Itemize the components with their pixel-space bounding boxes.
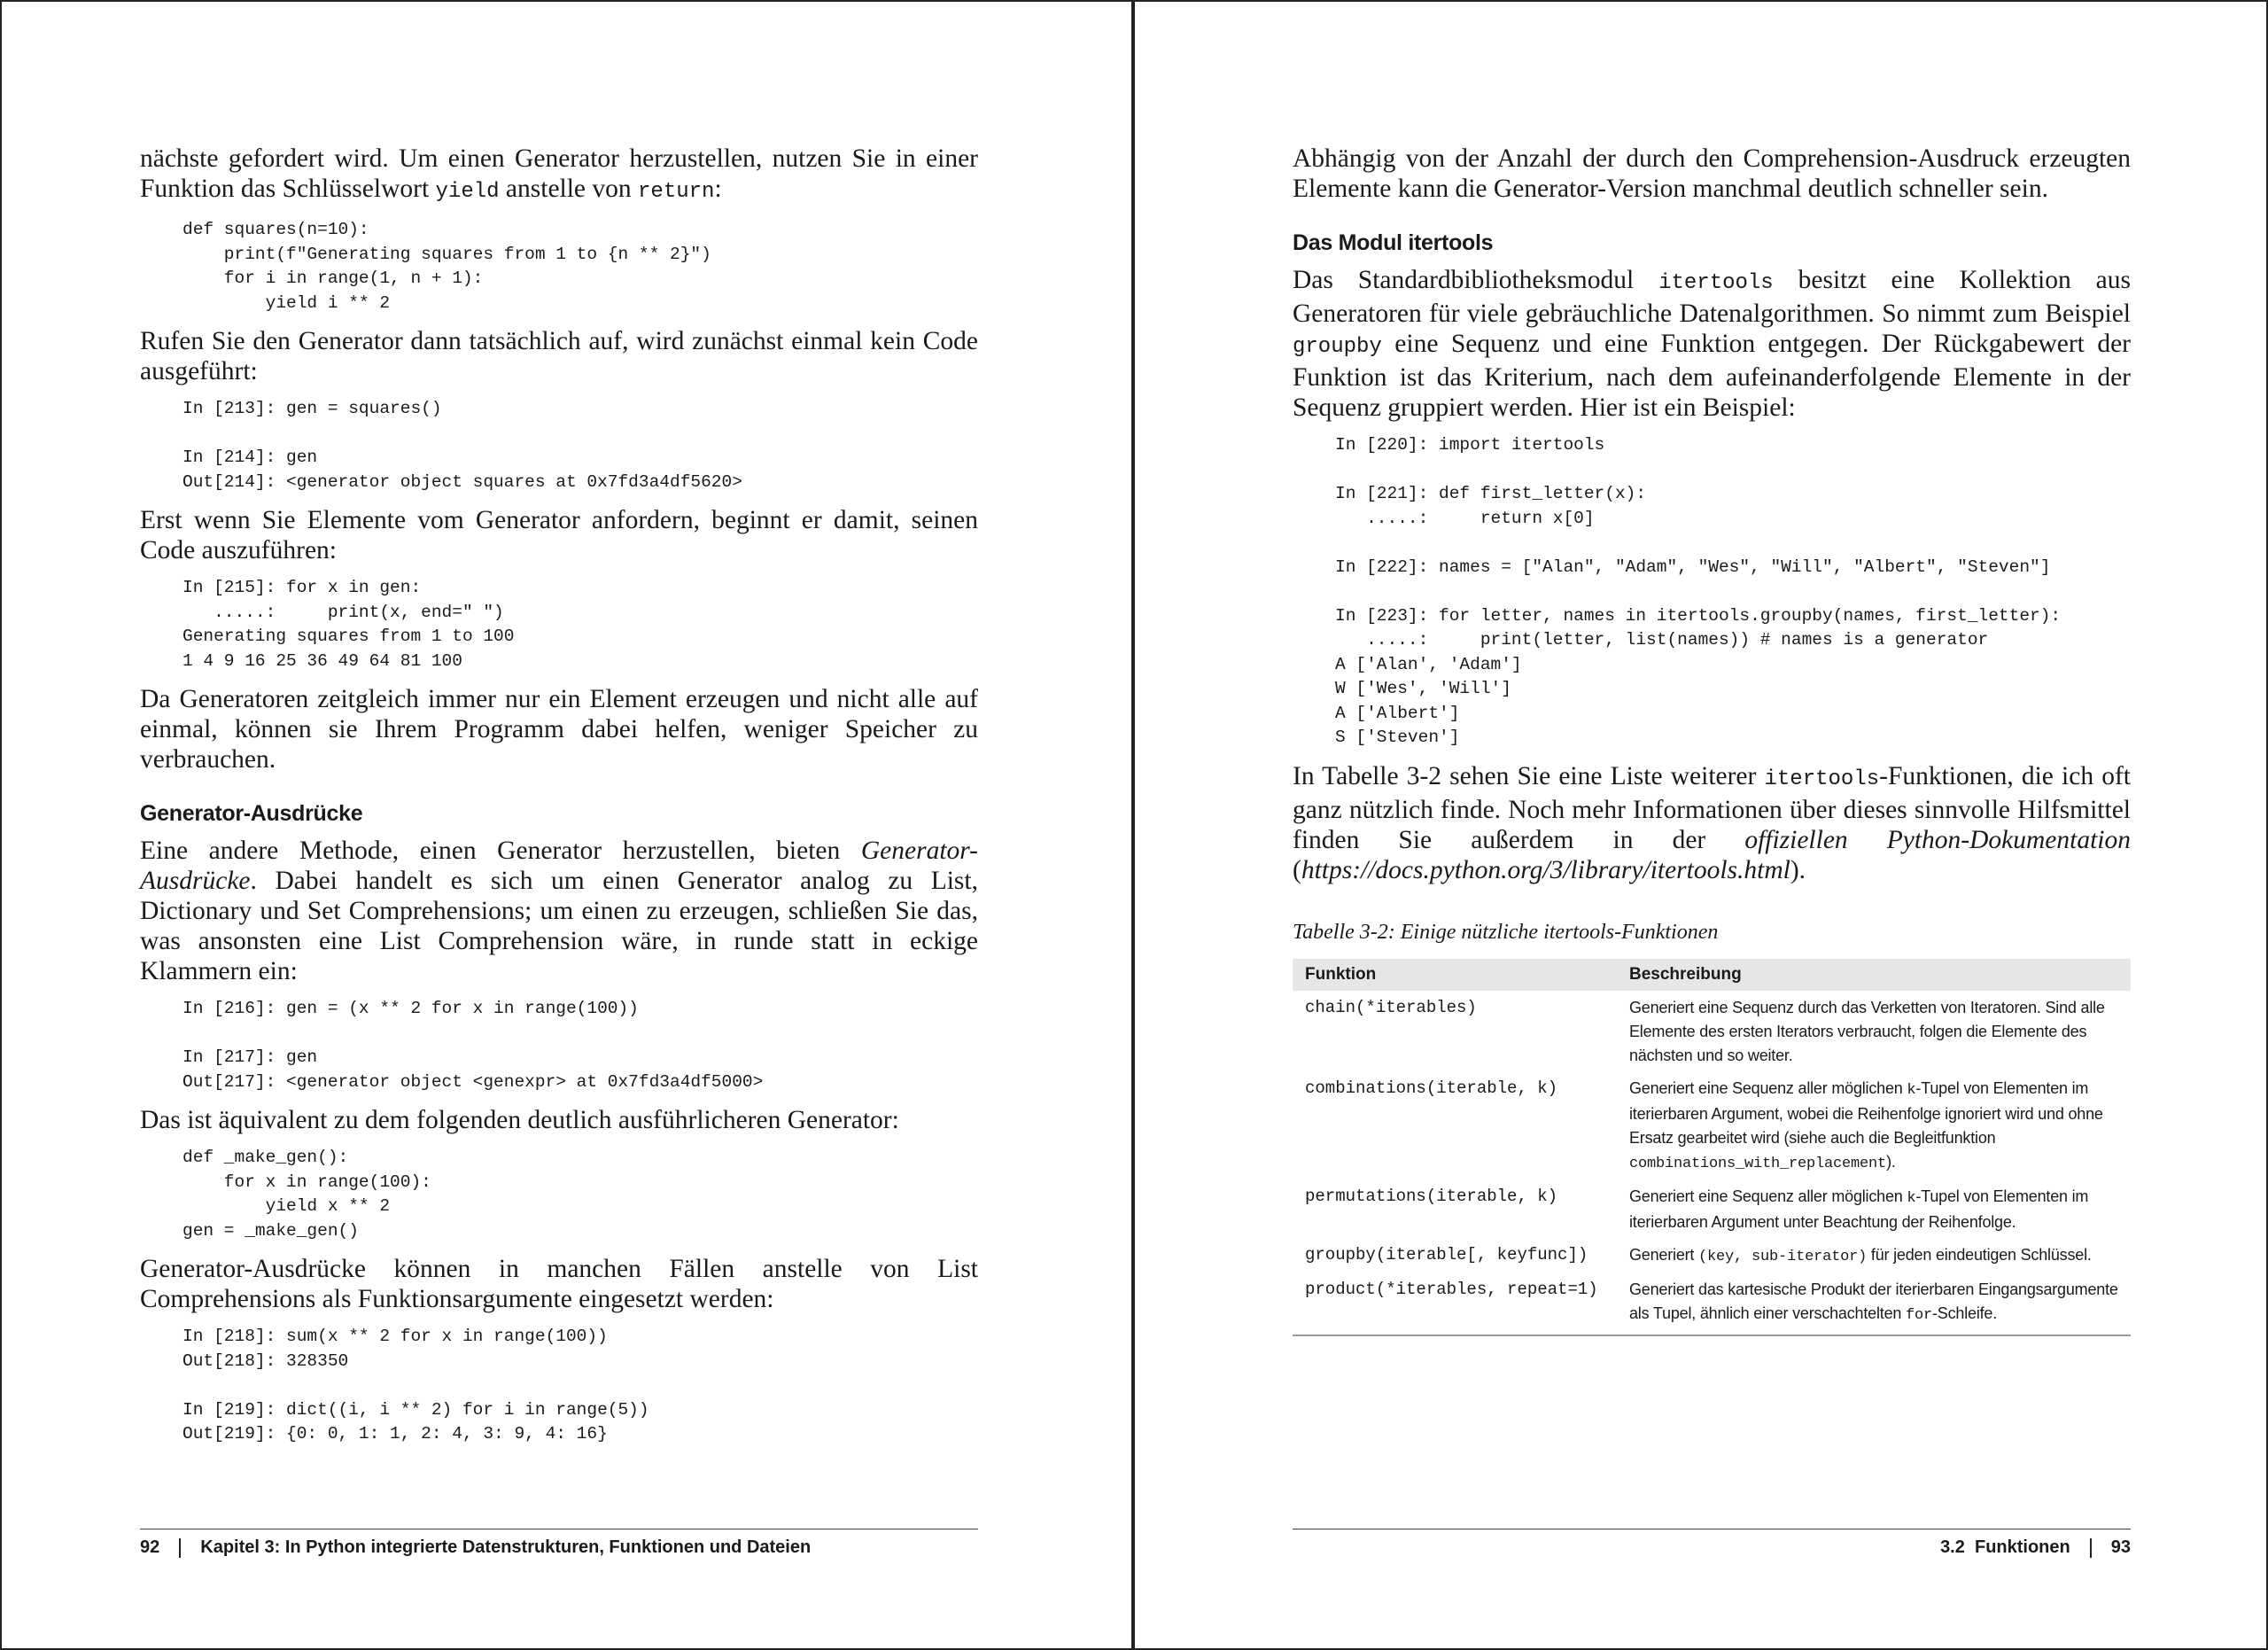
text: In Tabelle 3-2 sehen Sie eine Liste weiterer [1293, 761, 1765, 790]
page-footer [140, 1537, 978, 1558]
code-block: In [220]: import itertools In [221]: def first_letter(x): .....: return x[0] In [222]: names = ["Alan", "Adam", "Wes", "Will", "Albert", "Steven"] In [223]: for letter, names in itertools.groupby(names, first_letter): .....: print(letter, list(names)) # names is a generator A ['Alan', 'Adam'] W ['Wes', 'Will'] A ['Albert'] S ['Steven'] [1335, 435, 2062, 747]
code-block: def _make_gen(): for x in range(100): yield x ** 2 gen = _make_gen() [183, 1148, 431, 1241]
text: Eine andere Methode, einen Generator herzustellen, bieten [140, 837, 861, 865]
inline-code: itertools [1658, 271, 1774, 295]
text: -Tupel von Elementen im iterierbaren Argument unter Beachtung der Reihenfolge. [1629, 1187, 2089, 1231]
paragraph: Abhängig von der Anzahl der durch den Comprehension-Ausdruck erzeugten Elemente kann die Generator-Version manchmal deutlich schneller sein. [1293, 144, 2131, 203]
text: Generiert das kartesische Produkt der iterierbaren Eingangsargumente als Tupel, ähnlich einer verschachtelten [1629, 1280, 2118, 1322]
text: anstelle von [499, 175, 639, 203]
left-page [0, 0, 1133, 1650]
table-row [1293, 1273, 2131, 1335]
paragraph [140, 836, 978, 986]
inline-code: itertools [1764, 767, 1880, 791]
table-header-function: Funktion [1293, 959, 1617, 991]
table-caption: Tabelle 3-2: Einige nützliche itertools-Funktionen [1293, 920, 1719, 944]
running-head: 3.2 Funktionen [1940, 1537, 2070, 1557]
emphasis: offiziellen Python-Dokumentation [1744, 825, 2131, 854]
table-row [1293, 1071, 2131, 1179]
inline-code: k [1907, 1081, 1916, 1099]
description-cell [1617, 1179, 2131, 1238]
function-cell: permutations(iterable, k) [1305, 1186, 1558, 1206]
page-number: 92 [140, 1537, 160, 1557]
text: Das Standardbibliotheksmodul [1293, 266, 1659, 294]
inline-code: (key, sub-iterator) [1698, 1248, 1868, 1265]
function-cell: combinations(iterable, k) [1305, 1078, 1558, 1098]
doc-link[interactable]: https://docs.python.org/3/library/itertools.html [1301, 855, 1790, 884]
left-page-content [140, 144, 978, 1458]
inline-code: for [1906, 1306, 1933, 1324]
paragraph: Da Generatoren zeitgleich immer nur ein Element erzeugen und nicht alle auf einmal, können sie Ihrem Programm dabei helfen, weniger Speicher zu verbrauchen. [140, 685, 978, 774]
table-row [1293, 1238, 2131, 1273]
text: ). [1790, 855, 1806, 884]
function-cell: chain(*iterables) [1305, 997, 1477, 1017]
text: ( [1293, 855, 1301, 884]
text: -Schleife. [1932, 1304, 1998, 1322]
paragraph: Rufen Sie den Generator dann tatsächlich auf, wird zunächst einmal kein Code ausgeführt: [140, 327, 978, 385]
paragraph: Generator-Ausdrücke können in manchen Fällen anstelle von List Comprehensions als Funktionsargumente eingesetzt werden: [140, 1255, 978, 1313]
text: eine Sequenz und eine Funktion entgegen. Der Rückgabewert der Funktion ist das Kriterium, nach dem aufeinanderfolgende Elemente in der Sequenz gruppiert werden. Hier ist ein Beispiel: [1293, 330, 2131, 422]
description-cell [1617, 1273, 2131, 1335]
function-cell: groupby(iterable[, keyfunc]) [1305, 1244, 1588, 1265]
paragraph [1293, 761, 2131, 885]
code-block: In [215]: for x in gen: .....: print(x, end=" ") Generating squares from 1 to 100 1 4 9 16 25 36 49 64 81 100 [183, 578, 515, 671]
paragraph [140, 144, 978, 207]
paragraph: Erst wenn Sie Elemente vom Generator anfordern, beginnt er damit, seinen Code auszuführen: [140, 506, 978, 564]
right-page-content [1293, 144, 2131, 1336]
section-heading: Generator-Ausdrücke [140, 801, 363, 826]
inline-code: groupby [1293, 335, 1382, 359]
paragraph: Das ist äquivalent zu dem folgenden deutlich ausführlicheren Generator: [140, 1106, 899, 1134]
inline-code: k [1907, 1189, 1916, 1207]
paragraph [1293, 265, 2131, 423]
text: -Funktionen, die ich oft ganz nützlich finde. Noch mehr Informationen über dieses sinnvolle Hilfsmittel finden Sie außerdem in der [1293, 761, 2131, 854]
table-header-row [1293, 959, 2131, 991]
text: für jeden eindeutigen Schlüssel. [1867, 1245, 2092, 1264]
text: . Dabei handelt es sich um einen Generator analog zu List, Dictionary und Set Comprehensions; um einen zu erzeugen, schließen Sie das, was ansonsten eine List Comprehension wäre, in runde statt in eckige Klammern ein: [140, 867, 978, 985]
text: Generiert eine Sequenz aller möglichen [1629, 1078, 1907, 1097]
code-block: In [218]: sum(x ** 2 for x in range(100)) Out[218]: 328350 In [219]: dict((i, i ** 2) for i in range(5)) Out[219]: {0: 0, 1: 1, 2: 4, 3: 9, 4: 16} [183, 1327, 649, 1444]
description-cell [1617, 1238, 2131, 1273]
page-number: 93 [2110, 1537, 2131, 1557]
text: -Tupel von Elementen im iterierbaren Argument, wobei die Reihenfolge ignoriert wird und ohne Ersatz gearbeitet wird (siehe auch die Begleitfunktion [1629, 1078, 2103, 1147]
text: Generiert eine Sequenz aller möglichen [1629, 1187, 1907, 1205]
emphasis: Generator-Ausdrücke [140, 837, 978, 895]
code-block: In [216]: gen = (x ** 2 for x in range(100)) In [217]: gen Out[217]: <generator object <genexpr> at 0x7fd3a4df5000> [183, 999, 764, 1092]
function-cell: product(*iterables, repeat=1) [1293, 1273, 1617, 1335]
itertools-table [1293, 959, 2131, 1336]
inline-code: yield [435, 180, 500, 204]
description-cell: Generiert eine Sequenz durch das Verketten von Iteratoren. Sind alle Elemente des ersten Iterators verbraucht, folgen die Elemente des nächsten und so weiter. [1629, 998, 2105, 1064]
table-header-description: Beschreibung [1617, 959, 2131, 991]
inline-code: combinations_with_replacement [1629, 1155, 1887, 1172]
description-cell [1617, 1071, 2131, 1179]
page-footer [1293, 1537, 2131, 1558]
running-head: Kapitel 3: In Python integrierte Datenstrukturen, Funktionen und Dateien [200, 1537, 812, 1557]
text: Generiert [1629, 1245, 1699, 1264]
text: besitzt eine Kollektion aus Generatoren für viele gebräuchliche Datenalgorithmen. So nimmt zum Beispiel [1293, 266, 2131, 328]
section-heading: Das Modul itertools [1293, 230, 1494, 255]
table-row [1293, 1179, 2131, 1238]
text: ). [1886, 1152, 1896, 1171]
table-row [1293, 991, 2131, 1071]
code-block: In [213]: gen = squares() In [214]: gen Out[214]: <generator object squares at 0x7fd3a4df5620> [183, 399, 742, 492]
footer-separator [2090, 1538, 2092, 1558]
inline-code: return [638, 180, 715, 204]
text: nächste gefordert wird. Um einen Generator herzustellen, nutzen Sie in einer Funktion das Schlüsselwort [140, 144, 978, 203]
footer-separator [179, 1538, 181, 1558]
right-page [1133, 0, 2268, 1650]
text: : [714, 175, 722, 203]
code-block: def squares(n=10): print(f"Generating squares from 1 to {n ** 2}") for i in range(1, n + 1): yield i ** 2 [183, 220, 711, 313]
